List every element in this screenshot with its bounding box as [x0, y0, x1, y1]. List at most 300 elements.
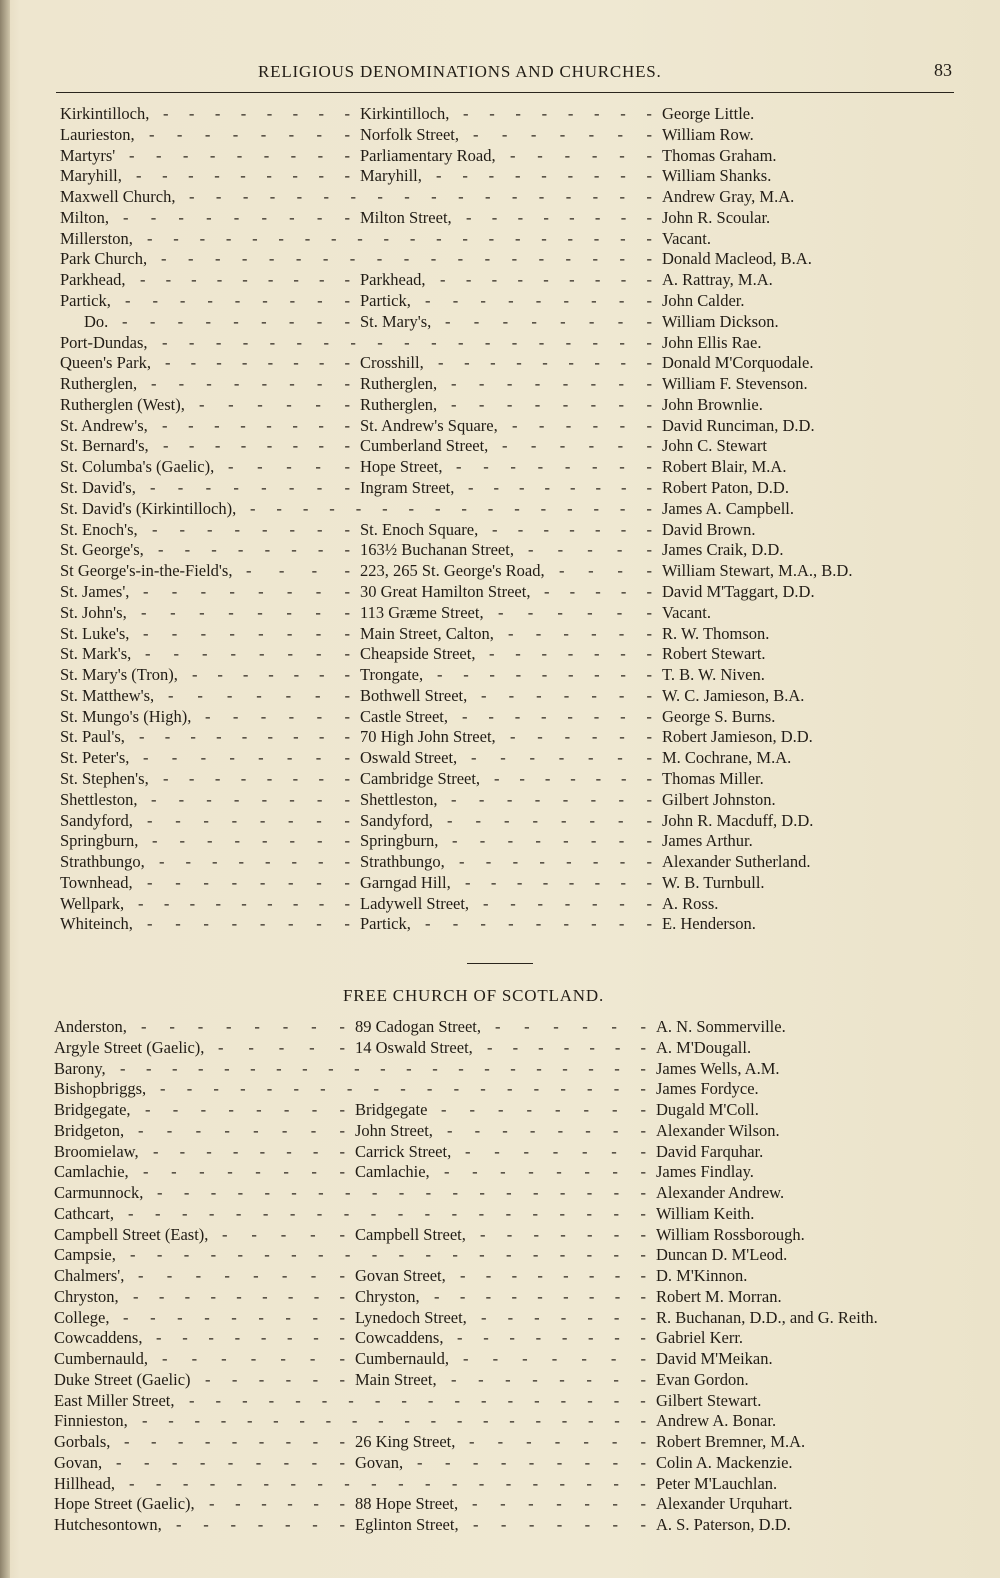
church-name: Campsie,	[54, 1245, 116, 1265]
minister-name: John R. Scoular.	[662, 207, 771, 227]
church-address: 26 King Street,	[355, 1432, 456, 1452]
dash-leader: - - - - - - - -	[143, 581, 350, 601]
church-row	[0, 1493, 1000, 1514]
church-name: Carmunnock,	[54, 1183, 144, 1203]
minister-name: William Shanks.	[662, 166, 772, 186]
minister-name: W. C. Jamieson, B.A.	[662, 685, 805, 705]
church-address: 14 Oswald Street,	[355, 1037, 473, 1057]
dash-leader: - - - - - - -	[162, 1349, 345, 1369]
minister-name: Robert M. Morran.	[656, 1286, 782, 1306]
church-name: Broomielaw,	[54, 1141, 139, 1161]
dash-leader: - - - - - - - - - - - - - - - -	[250, 498, 652, 518]
church-name: Whiteinch,	[60, 914, 133, 934]
minister-name: James A. Campbell.	[662, 498, 794, 518]
church-address: 70 High John Street,	[360, 727, 496, 747]
dash-leader: - - - - - - - -	[145, 644, 350, 664]
church-address: Carrick Street,	[355, 1141, 452, 1161]
church-row	[0, 1141, 1000, 1162]
church-address: John Street,	[355, 1120, 433, 1140]
church-row	[0, 706, 1000, 727]
dash-leader: - - - - - - -	[176, 1515, 345, 1535]
dash-leader: - - - - - - - -	[457, 1328, 646, 1348]
church-name: Parkhead,	[60, 270, 126, 290]
dash-leader: - - - - - - -	[472, 1494, 646, 1514]
church-name: Port-Dundas,	[60, 332, 148, 352]
church-address: St. Enoch Square,	[360, 519, 479, 539]
dash-leader: - - - - - - - -	[451, 374, 652, 394]
church-row	[0, 124, 1000, 145]
church-address: Govan Street,	[355, 1266, 446, 1286]
dash-leader: - - - - - - - -	[147, 914, 350, 934]
church-row	[0, 1016, 1000, 1037]
church-row	[0, 352, 1000, 373]
dash-leader: - - - - - - - -	[468, 478, 652, 498]
church-name: Do.	[84, 311, 109, 331]
dash-leader: - - - - - - - - - - - - - - - - - - - -	[128, 1203, 646, 1223]
dash-leader: - - - - - -	[498, 602, 652, 622]
church-row	[0, 581, 1000, 602]
church-row	[0, 332, 1000, 353]
church-row	[0, 1473, 1000, 1494]
church-row	[0, 186, 1000, 207]
dash-leader: - - - - - - - -	[149, 124, 350, 144]
minister-name: Vacant.	[662, 602, 712, 622]
church-address: Castle Street,	[360, 706, 448, 726]
church-name: St. Stephen's,	[60, 768, 149, 788]
dash-leader: - - - - - - - - -	[140, 270, 350, 290]
church-row	[0, 165, 1000, 186]
dash-leader: - - - - - - - -	[165, 353, 350, 373]
church-address: Shettleston,	[360, 789, 438, 809]
church-address: Springburn,	[360, 831, 439, 851]
dash-leader: - - - - - - - - -	[437, 665, 652, 685]
church-name: East Miller Street,	[54, 1390, 175, 1410]
church-name: Gorbals,	[54, 1432, 111, 1452]
dash-leader: - - - - - - - -	[143, 623, 350, 643]
minister-name: William Stewart, M.A., B.D.	[662, 561, 853, 581]
dash-leader: - - - - - - - - -	[123, 207, 350, 227]
church-row	[0, 207, 1000, 228]
church-name: Bridgegate,	[54, 1100, 131, 1120]
church-name: Maryhill,	[60, 166, 122, 186]
church-name: Shettleston,	[60, 789, 138, 809]
church-name: Partick,	[60, 291, 111, 311]
church-row	[0, 373, 1000, 394]
minister-name: Andrew A. Bonar.	[656, 1411, 777, 1431]
church-row	[0, 851, 1000, 872]
dash-leader: - - - -	[246, 561, 350, 581]
church-name: St. Columba's (Gaelic),	[60, 457, 215, 477]
dash-leader: - - - - - - -	[481, 685, 652, 705]
church-name: St. David's (Kirkintilloch),	[60, 498, 237, 518]
church-name: Hutchesontown,	[54, 1515, 162, 1535]
dash-leader: - - - - - - - - - - - - - - - - - - -	[162, 332, 652, 352]
church-address: Govan,	[355, 1452, 404, 1472]
church-name: St. Peter's,	[60, 748, 130, 768]
church-address: Partick,	[360, 291, 411, 311]
church-name: Camlachie,	[54, 1162, 129, 1182]
dash-leader: - - - - - - - - - - - - - - - - - - - -	[142, 1411, 646, 1431]
church-name: Argyle Street (Gaelic),	[54, 1037, 205, 1057]
dash-leader: - - - - - - - - -	[139, 727, 350, 747]
church-address: Cambridge Street,	[360, 768, 481, 788]
dash-leader: - - - - - - -	[473, 1515, 646, 1535]
section-divider	[467, 963, 533, 964]
dash-leader: - - - - - - - -	[452, 831, 652, 851]
dash-leader: - - - - - - - -	[466, 207, 652, 227]
church-name: St. John's,	[60, 602, 127, 622]
church-address: Parliamentary Road,	[360, 145, 496, 165]
dash-leader: - - - - - - - - -	[122, 311, 350, 331]
church-name: St. David's,	[60, 478, 136, 498]
minister-name: Andrew Gray, M.A.	[662, 187, 795, 207]
church-name: Hope Street (Gaelic),	[54, 1494, 195, 1514]
church-row	[0, 1307, 1000, 1328]
dash-leader: - - - - - - - - - - - - - - - - - - - -	[147, 228, 652, 248]
dash-leader: - - - - - - - - - - - - - - - - - -	[189, 187, 652, 207]
church-row	[0, 519, 1000, 540]
minister-name: A. Rattray, M.A.	[662, 270, 773, 290]
minister-name: John Brownlie.	[662, 394, 763, 414]
church-address: Bothwell Street,	[360, 685, 468, 705]
church-name: Anderston,	[54, 1017, 127, 1036]
church-address: Cowcaddens,	[355, 1328, 444, 1348]
church-row	[0, 1431, 1000, 1452]
dash-leader: - - - - - - - -	[447, 1120, 646, 1140]
church-row	[0, 1078, 1000, 1099]
church-name: St. George's,	[60, 540, 144, 560]
dash-leader: - - - - - - - - - - - - - - - - - - -	[157, 1183, 646, 1203]
church-row	[0, 1161, 1000, 1182]
dash-leader: - - - - -	[544, 581, 652, 601]
dash-leader: - - - - - - - -	[463, 104, 652, 123]
church-row	[0, 726, 1000, 747]
minister-name: Gabriel Kerr.	[656, 1328, 744, 1348]
church-address: Norfolk Street,	[360, 124, 459, 144]
church-name: Maxwell Church,	[60, 187, 176, 207]
page-number: 83	[934, 60, 952, 80]
minister-name: Gilbert Stewart.	[656, 1390, 762, 1410]
minister-name: Alexander Andrew.	[656, 1183, 785, 1203]
minister-name: Robert Paton, D.D.	[662, 478, 789, 498]
church-name: St. Mark's,	[60, 644, 132, 664]
dash-leader: - - - - - - -	[480, 1224, 646, 1244]
church-row	[0, 477, 1000, 498]
minister-name: M. Cochrane, M.A.	[662, 748, 792, 768]
minister-name: A. S. Paterson, D.D.	[656, 1515, 791, 1535]
minister-name: Dugald M'Coll.	[656, 1100, 759, 1120]
dash-leader: - - - - - - -	[168, 685, 350, 705]
church-address: St. Andrew's Square,	[360, 415, 498, 435]
church-row	[0, 1514, 1000, 1535]
church-row	[0, 1058, 1000, 1079]
church-address: 89 Cadogan Street,	[355, 1017, 482, 1036]
church-name: Bishopbriggs,	[54, 1079, 147, 1099]
dash-leader: - - - - - - - - -	[133, 1286, 345, 1306]
church-row	[0, 685, 1000, 706]
church-row	[0, 311, 1000, 332]
dash-leader: - - - - - - - -	[150, 478, 350, 498]
church-address: Crosshill,	[360, 353, 424, 373]
church-row	[0, 145, 1000, 166]
minister-name: D. M'Kinnon.	[656, 1266, 748, 1286]
dash-leader: - - - - - - -	[481, 1307, 646, 1327]
dash-leader: - - - - -	[228, 457, 350, 477]
minister-name: Peter M'Lauchlan.	[656, 1473, 778, 1493]
minister-name: Alexander Urquhart.	[656, 1494, 793, 1514]
minister-name: William Dickson.	[662, 311, 779, 331]
dash-leader: - - - - - - -	[494, 768, 652, 788]
church-row	[0, 1390, 1000, 1411]
minister-name: James Findlay.	[656, 1162, 754, 1182]
church-address: 113 Græme Street,	[360, 602, 484, 622]
church-row	[0, 1182, 1000, 1203]
dash-leader: - - - - -	[222, 1224, 345, 1244]
minister-name: James Arthur.	[662, 831, 753, 851]
church-address: 223, 265 St. George's Road,	[360, 561, 545, 581]
dash-leader: - - - - - -	[209, 1494, 345, 1514]
dash-leader: - - - - - - - - -	[129, 145, 350, 165]
dash-leader: - - - - - - - -	[465, 872, 652, 892]
dash-leader: - - - - - - - - - - - - - - - - - - - - -	[120, 1058, 646, 1078]
church-row	[0, 1286, 1000, 1307]
minister-name: William Row.	[662, 124, 754, 144]
dash-leader: - - - - - - - -	[451, 789, 652, 809]
church-address: Garngad Hill,	[360, 872, 451, 892]
church-name: Rutherglen,	[60, 374, 138, 394]
minister-name: David Brown.	[662, 519, 756, 539]
church-name: Hillhead,	[54, 1473, 115, 1493]
church-row	[0, 664, 1000, 685]
church-address: Partick,	[360, 914, 411, 934]
minister-name: A. N. Sommerville.	[656, 1017, 786, 1036]
church-row	[0, 1452, 1000, 1473]
church-row	[0, 1369, 1000, 1390]
dash-leader: - - - - - - - -	[163, 436, 350, 456]
dash-leader: - - - - - - - - - - - - - - - - - - - -	[130, 1245, 646, 1265]
church-name: Martyrs'	[60, 145, 116, 165]
church-row	[0, 1410, 1000, 1431]
church-row	[0, 768, 1000, 789]
minister-name: Duncan D. M'Leod.	[656, 1245, 788, 1265]
church-row	[0, 1244, 1000, 1265]
dash-leader: - - - - - - - - - - - - - - - - - -	[189, 1390, 646, 1410]
church-row	[0, 290, 1000, 311]
dash-leader: - - - - - - - -	[152, 831, 350, 851]
church-address: Trongate,	[360, 665, 424, 685]
dash-leader: - - - - - - -	[483, 893, 652, 913]
church-name: Wellpark,	[60, 893, 125, 913]
dash-leader: - - - - - - -	[473, 124, 652, 144]
dash-leader: - - - - - - -	[192, 665, 350, 685]
minister-name: Thomas Graham.	[662, 145, 777, 165]
church-address: Hope Street,	[360, 457, 443, 477]
church-address: Maryhill,	[360, 166, 422, 186]
dash-leader: - - - - - - - - - - - - - - - - - - - -	[129, 1473, 646, 1493]
church-name: Cowcaddens,	[54, 1328, 143, 1348]
dash-leader: - - - - - - - -	[143, 1162, 345, 1182]
church-row	[0, 560, 1000, 581]
minister-name: R. Buchanan, D.D., and G. Reith.	[656, 1307, 878, 1327]
dash-leader: - - - - - - - - -	[125, 291, 350, 311]
dash-leader: - - - - - -	[205, 1369, 345, 1389]
dash-leader: - - - - - - - -	[156, 1328, 345, 1348]
church-name: St. Mary's (Tron),	[60, 665, 178, 685]
church-address: Cumberland Street,	[360, 436, 489, 456]
dash-leader: - - - - - - - -	[460, 1266, 646, 1286]
dash-leader: - - - - - -	[205, 706, 350, 726]
church-name: St George's-in-the-Field's,	[60, 561, 233, 581]
dash-leader: - - - - - - - - -	[123, 1307, 345, 1327]
church-address: Oswald Street,	[360, 748, 458, 768]
minister-name: Robert Stewart.	[662, 644, 766, 664]
dash-leader: - - - - - - -	[492, 519, 652, 539]
church-row	[0, 893, 1000, 914]
dash-leader: - - - - - - - -	[451, 1369, 646, 1389]
church-name: Rutherglen (West),	[60, 394, 185, 414]
dash-leader: - - - - - - - - -	[116, 1452, 345, 1472]
church-address: Ingram Street,	[360, 478, 455, 498]
church-address: Sandyford,	[360, 810, 433, 830]
church-name: Kirkintilloch,	[60, 104, 150, 123]
church-address: Main Street,	[355, 1369, 437, 1389]
dash-leader: - - - - - - - -	[447, 810, 652, 830]
minister-name: Robert Blair, M.A.	[662, 457, 787, 477]
dash-leader: - - - - -	[218, 1037, 345, 1057]
church-name: Barony,	[54, 1058, 106, 1078]
church-name: Sandyford,	[60, 810, 133, 830]
minister-name: Thomas Miller.	[662, 768, 764, 788]
dash-leader: - - - - - - -	[465, 1141, 646, 1161]
church-name: Chalmers',	[54, 1266, 125, 1286]
running-head: RELIGIOUS DENOMINATIONS AND CHURCHES.	[258, 62, 662, 81]
minister-name: Evan Gordon.	[656, 1369, 749, 1389]
dash-leader: - - - - - - - - -	[436, 166, 652, 186]
dash-leader: - - - - - - - - - - - - - - - - - - -	[161, 249, 652, 269]
minister-name: Colin A. Mackenzie.	[656, 1452, 793, 1472]
church-name: Park Church,	[60, 249, 148, 269]
church-row	[0, 830, 1000, 851]
church-row	[0, 602, 1000, 623]
church-row	[0, 1037, 1000, 1058]
minister-name: John C. Stewart	[662, 436, 767, 456]
church-row	[0, 539, 1000, 560]
church-address: Chryston,	[355, 1286, 420, 1306]
church-row	[0, 872, 1000, 893]
minister-name: George S. Burns.	[662, 706, 776, 726]
church-address: St. Mary's,	[360, 311, 432, 331]
minister-name: T. B. W. Niven.	[662, 665, 765, 685]
minister-name: Donald M'Corquodale.	[662, 353, 814, 373]
church-address: 163½ Buchanan Street,	[360, 540, 514, 560]
minister-name: Vacant.	[662, 228, 712, 248]
dash-leader: - - - - - - - -	[152, 519, 350, 539]
church-row	[0, 1224, 1000, 1245]
church-address: 30 Great Hamilton Street,	[360, 581, 531, 601]
church-address: Strathbungo,	[360, 852, 445, 872]
church-row	[0, 269, 1000, 290]
dash-leader: - - - - - - - -	[444, 1162, 646, 1182]
church-address: Bridgegate	[355, 1100, 428, 1120]
church-name: St. Bernard's,	[60, 436, 149, 456]
minister-name: Robert Bremner, M.A.	[656, 1432, 806, 1452]
minister-name: R. W. Thomson.	[662, 623, 770, 643]
minister-name: James Craik, D.D.	[662, 540, 784, 560]
church-address: 88 Hope Street,	[355, 1494, 459, 1514]
church-name: St. Luke's,	[60, 623, 130, 643]
church-name: St. Mungo's (High),	[60, 706, 192, 726]
dash-leader: - - - - - - - -	[147, 872, 350, 892]
church-address: Main Street, Calton,	[360, 623, 494, 643]
church-address: Camlachie,	[355, 1162, 430, 1182]
church-name: St. James',	[60, 581, 130, 601]
minister-name: James Wells, A.M.	[656, 1058, 780, 1078]
church-row	[0, 1265, 1000, 1286]
church-row	[0, 789, 1000, 810]
minister-name: David M'Taggart, D.D.	[662, 581, 815, 601]
dash-leader: - - - - - - - -	[151, 789, 350, 809]
church-name: Laurieston,	[60, 124, 135, 144]
church-row	[0, 394, 1000, 415]
church-name: Townhead,	[60, 872, 133, 892]
dash-leader: - - - - - - - -	[143, 748, 350, 768]
dash-leader: - - - - -	[528, 540, 652, 560]
dash-leader: - - - - - -	[495, 1017, 646, 1036]
church-row	[0, 810, 1000, 831]
dash-leader: - - - - - - -	[489, 644, 652, 664]
minister-name: A. Ross.	[662, 893, 719, 913]
church-address: Kirkintilloch,	[360, 104, 450, 123]
church-row	[0, 1099, 1000, 1120]
minister-name: David Farquhar.	[656, 1141, 764, 1161]
church-address: Lynedoch Street,	[355, 1307, 467, 1327]
dash-leader: - - - - - - - -	[138, 1120, 345, 1140]
dash-leader: - - - - - - - -	[462, 706, 652, 726]
dash-leader: - - - - - - - -	[158, 540, 350, 560]
dash-leader: - - - - - -	[502, 436, 652, 456]
dash-leader: - - - - - - - -	[163, 104, 350, 123]
dash-leader: - - - - - - - - - - - - - - - - - - -	[160, 1079, 646, 1099]
church-row	[0, 623, 1000, 644]
dash-leader: - - - - - - - -	[147, 810, 350, 830]
minister-name: John R. Macduff, D.D.	[662, 810, 814, 830]
church-row	[0, 1348, 1000, 1369]
church-row	[0, 435, 1000, 456]
dash-leader: - - - - - - - - -	[434, 1286, 646, 1306]
dash-leader: - - - - - - - -	[153, 1141, 345, 1161]
church-address: Campbell Street,	[355, 1224, 466, 1244]
church-address: Eglinton Street,	[355, 1515, 459, 1535]
minister-name: Donald Macleod, B.A.	[662, 249, 812, 269]
dash-leader: - - - - - - - -	[138, 1266, 345, 1286]
minister-name: George Little.	[662, 104, 755, 123]
dash-leader: - - - - - - - -	[141, 1017, 345, 1036]
church-address: Rutherglen,	[360, 394, 438, 414]
dash-leader: - - - - - - -	[487, 1037, 646, 1057]
church-name: Duke Street (Gaelic)	[54, 1369, 191, 1389]
church-row	[0, 248, 1000, 269]
church-name: Chryston,	[54, 1286, 119, 1306]
dash-leader: - - - - - - - -	[163, 768, 350, 788]
dash-leader: - - - - - - - -	[141, 602, 350, 622]
church-name: Campbell Street (East),	[54, 1224, 209, 1244]
dash-leader: - - - - - - -	[463, 1349, 646, 1369]
dash-leader: - - - - - -	[199, 394, 350, 414]
dash-leader: - - - - - - -	[471, 748, 652, 768]
church-address: Parkhead,	[360, 270, 426, 290]
church-name: St. Matthew's,	[60, 685, 155, 705]
church-row	[0, 747, 1000, 768]
